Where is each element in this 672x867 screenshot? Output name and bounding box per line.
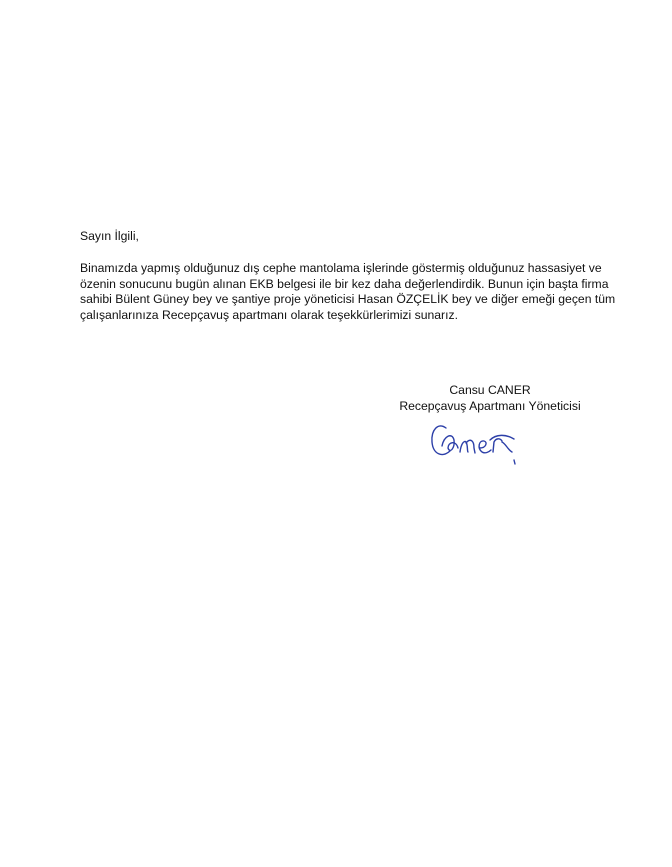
body-line: Binamızda yapmış olduğunuz dış cephe mantolama işlerinde göstermiş olduğunuz hassasiyet ve <box>80 261 602 275</box>
letter-body <box>80 261 616 323</box>
body-line: özenin sonucunu bugün alınan EKB belgesi ile bir kez daha değerlendirdik. Bunun için başta firma <box>80 276 609 291</box>
handwritten-signature <box>428 418 528 470</box>
salutation: Sayın İlgili, <box>80 229 139 243</box>
body-line: çalışanlarınıza Recepçavuş apartmanı olarak teşekkürlerimizi sunarız. <box>80 307 458 322</box>
signature-block <box>385 382 595 414</box>
signatory-name: Cansu CANER <box>449 383 531 397</box>
body-line: sahibi Bülent Güney bey ve şantiye proje yöneticisi Hasan ÖZÇELİK bey ve diğer emeği geçen tüm <box>80 292 616 307</box>
signatory-title: Recepçavuş Apartmanı Yöneticisi <box>399 399 581 413</box>
